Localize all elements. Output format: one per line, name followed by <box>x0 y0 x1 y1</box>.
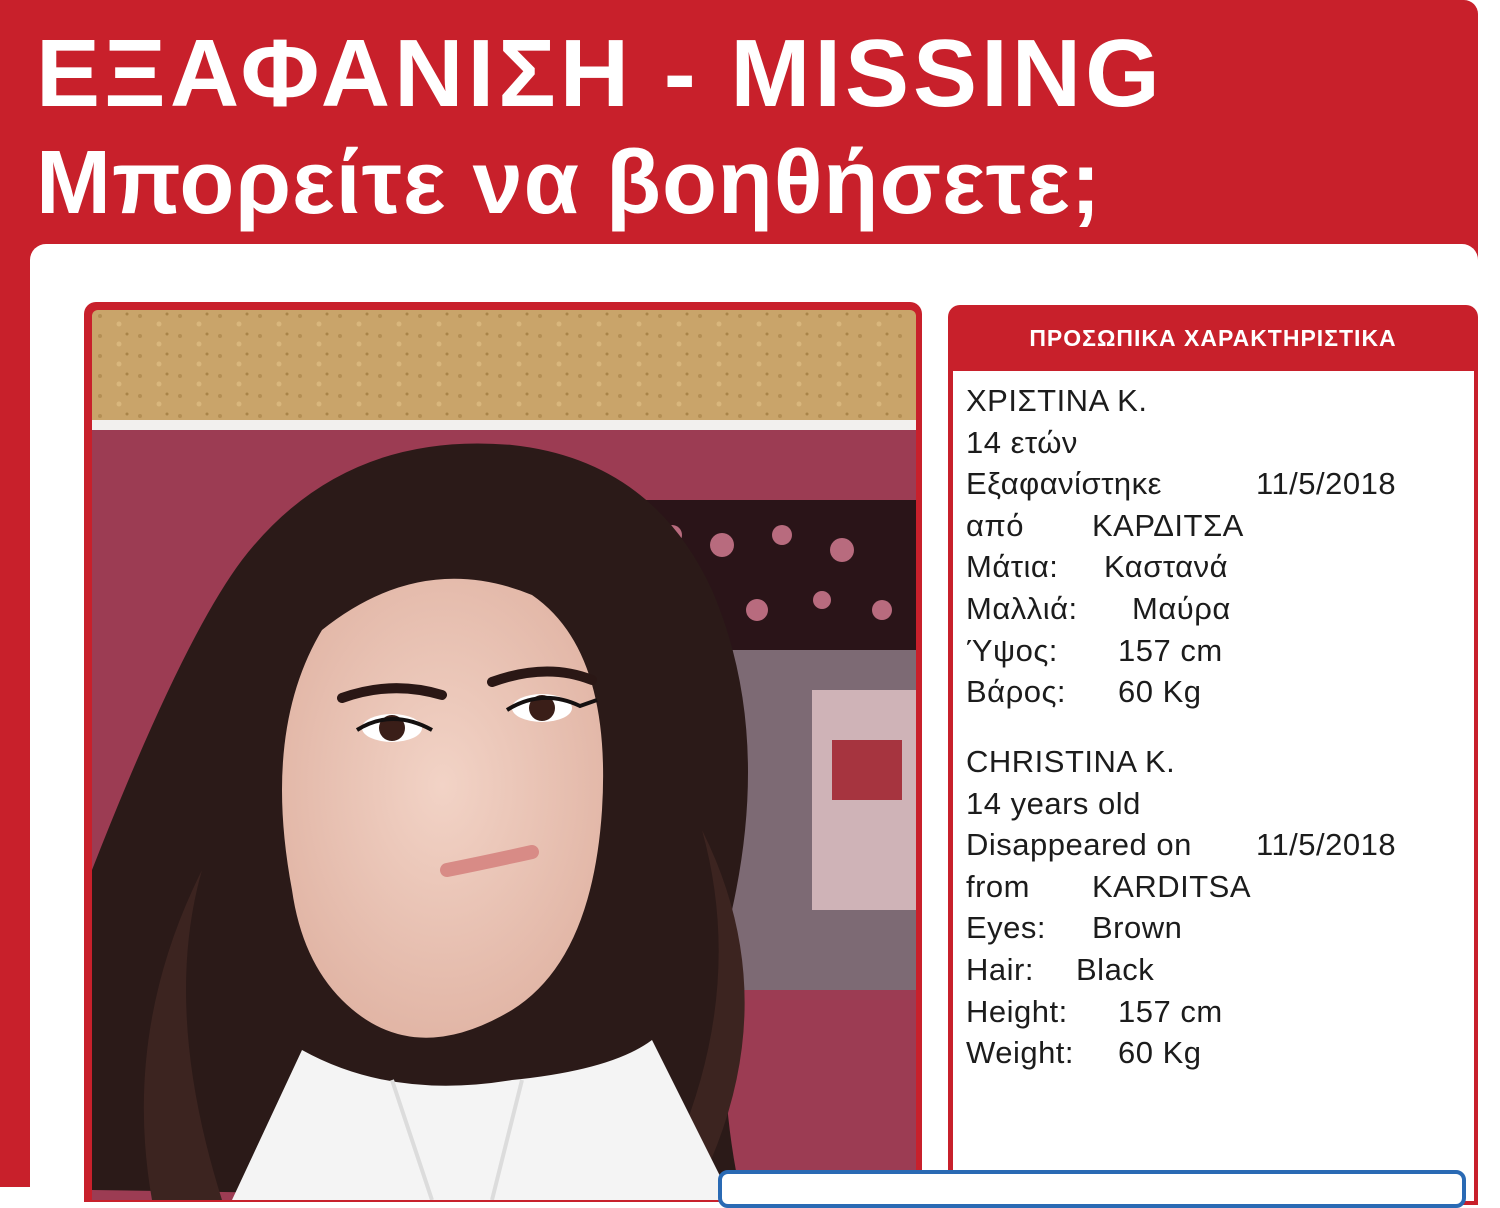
age-line <box>966 422 1466 464</box>
disappeared-line <box>966 824 1466 866</box>
eyes-line <box>966 546 1466 588</box>
hair-line <box>966 588 1466 630</box>
missing-person-photo <box>92 310 916 1200</box>
disappeared-label: Disappeared on <box>966 827 1192 863</box>
disappeared-date: 11/5/2018 <box>1256 827 1397 863</box>
eyes-label: Eyes: <box>966 910 1047 946</box>
hair-value: Μαύρα <box>1132 590 1231 626</box>
disappeared-line <box>966 463 1466 505</box>
hair-label: Μαλλιά: <box>966 590 1078 626</box>
weight-line <box>966 671 1466 713</box>
name-value: CHRISTINA K. <box>966 744 1176 779</box>
height-label: Height: <box>966 993 1068 1029</box>
eyes-value: Brown <box>1092 910 1183 946</box>
info-panel-heading: ΠΡΟΣΩΠΙΚΑ ΧΑΡΑΚΤΗΡΙΣΤΙΚΑ <box>1029 324 1397 351</box>
weight-line <box>966 1032 1466 1074</box>
height-line <box>966 630 1466 672</box>
eyes-value: Καστανά <box>1104 549 1229 585</box>
headline-can-you-help: Μπορείτε να βοηθήσετε; <box>36 133 1102 233</box>
height-line <box>966 991 1466 1033</box>
age-line <box>966 783 1466 825</box>
height-value: 157 cm <box>1118 632 1223 668</box>
height-value: 157 cm <box>1118 993 1223 1029</box>
weight-value: 60 Kg <box>1118 674 1202 710</box>
from-label: από <box>966 507 1025 543</box>
headline-missing: ΕΞΑΦΑΝΙΣΗ - MISSING <box>36 20 1164 127</box>
english-details <box>966 741 1466 1074</box>
height-label: Ύψος: <box>966 632 1058 668</box>
greek-details <box>966 380 1466 713</box>
name-line <box>966 380 1466 422</box>
eyes-label: Μάτια: <box>966 549 1059 585</box>
disappeared-date: 11/5/2018 <box>1256 466 1397 502</box>
weight-label: Weight: <box>966 1035 1075 1071</box>
name-value: ΧΡΙΣΤΙΝΑ Κ. <box>966 383 1148 418</box>
from-value: ΚΑΡΔΙΤΣΑ <box>1092 507 1244 543</box>
eyes-line <box>966 907 1466 949</box>
from-line <box>966 866 1466 908</box>
from-line <box>966 505 1466 547</box>
weight-value: 60 Kg <box>1118 1035 1202 1071</box>
weight-label: Βάρος: <box>966 674 1067 710</box>
age-value: 14 years old <box>966 785 1141 821</box>
bottom-info-strip <box>718 1170 1466 1208</box>
age-value: 14 ετών <box>966 424 1078 460</box>
from-label: from <box>966 868 1030 904</box>
from-value: KARDITSA <box>1092 868 1252 904</box>
disappeared-label: Εξαφανίστηκε <box>966 466 1162 502</box>
hair-label: Hair: <box>966 951 1034 987</box>
hair-line <box>966 949 1466 991</box>
hair-value: Black <box>1076 951 1155 987</box>
name-line <box>966 741 1466 783</box>
